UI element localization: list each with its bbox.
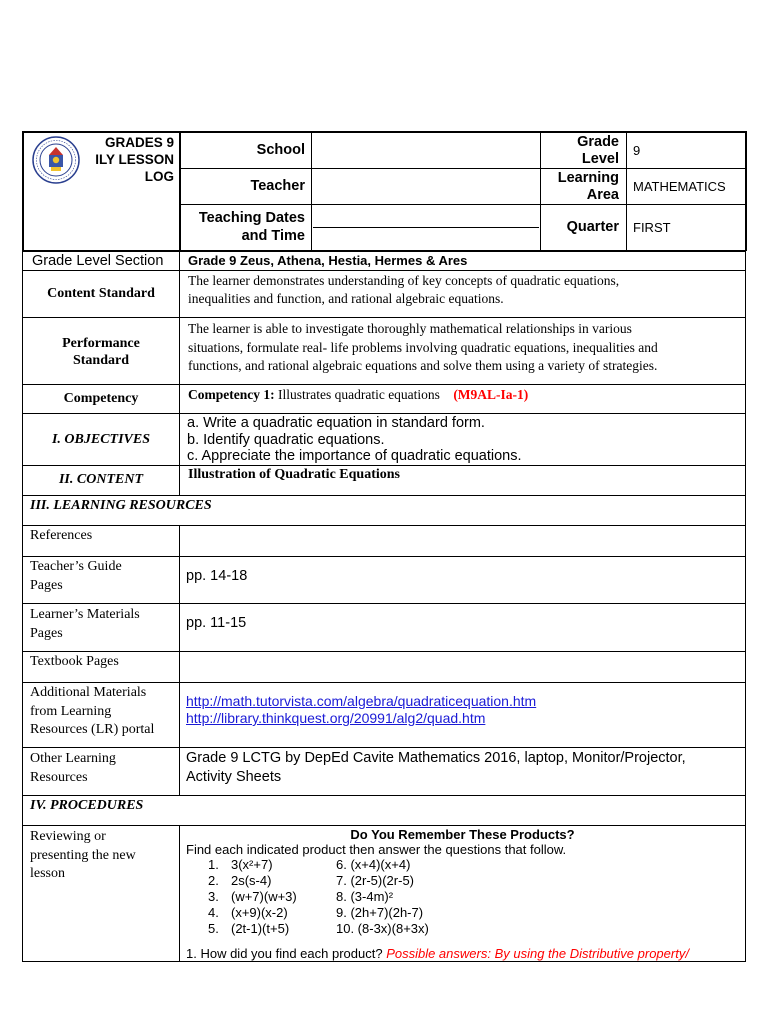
competency-text — [188, 387, 528, 403]
header-bottom — [22, 250, 746, 252]
row-line — [22, 556, 746, 557]
product-list — [186, 857, 606, 937]
grade-level-label-line: Level — [581, 151, 619, 167]
review-label-line: presenting the new — [30, 847, 136, 863]
content-standard-line: The learner demonstrates understanding of key concepts of quadratic equations, — [188, 273, 620, 288]
objective-item: b. Identify quadratic equations. — [187, 431, 385, 448]
performance-standard-label-line: Performance — [62, 336, 140, 351]
learning-resources-heading: III. LEARNING RESOURCES — [30, 498, 212, 513]
row-line — [22, 270, 746, 271]
header-divider-c — [540, 131, 541, 251]
textbook-pages-field[interactable] — [181, 653, 744, 681]
possible-answer: Possible answers: By using the Distributive property/ — [386, 946, 689, 961]
item-number: 4. — [208, 905, 219, 920]
school-label: School — [256, 142, 305, 158]
competency-code: (M9AL-Ia-1) — [453, 387, 529, 402]
item-number: 5. — [208, 921, 219, 936]
competency-prefix: Competency 1: — [188, 387, 275, 402]
header-row-line-2 — [179, 204, 746, 205]
item-number: 3. — [208, 889, 219, 904]
review-label-line: lesson — [30, 866, 65, 881]
learners-materials-pages: pp. 11-15 — [186, 615, 247, 631]
item-expression: 7. (2r-5)(2r-5) — [336, 873, 415, 888]
learners-materials-label-line: Learner’s Materials — [30, 607, 140, 622]
learning-area-value: MATHEMATICS — [633, 179, 726, 194]
additional-materials-label — [30, 684, 154, 740]
competency-description: Illustrates quadratic equations — [274, 387, 440, 402]
dll-title-line: GRADES 9 — [104, 135, 174, 150]
learners-materials-label — [30, 606, 140, 643]
quarter-label: Quarter — [566, 219, 619, 235]
content-standard-text — [188, 272, 740, 308]
performance-standard-line: situations, formulate real- life problems involving quadratic equations, inequalities and — [188, 339, 658, 355]
references-label: References — [30, 528, 93, 543]
objectives-label: I. OBJECTIVES — [51, 432, 151, 447]
table-border-left-top — [22, 131, 24, 251]
table-border-right — [745, 250, 746, 962]
quarter-value: FIRST — [633, 220, 671, 235]
other-resources-line: Activity Sheets — [186, 768, 282, 785]
teaching-dates-label — [182, 209, 305, 245]
row-line — [22, 413, 746, 414]
grade-level-value: 9 — [633, 143, 641, 158]
teachers-guide-pages: pp. 14-18 — [186, 568, 248, 584]
objective-item: a. Write a quadratic equation in standard form. — [187, 415, 485, 431]
activity-title: Do You Remember These Products? — [350, 827, 575, 842]
content-label: II. CONTENT — [58, 472, 143, 487]
row-line — [22, 795, 746, 796]
competency-label: Competency — [63, 391, 139, 406]
table-border-right-top — [745, 131, 747, 251]
textbook-pages-label: Textbook Pages — [30, 654, 119, 669]
item-expression: 8. (3-4m)² — [336, 889, 394, 904]
row-line — [22, 747, 746, 748]
item-number: 1. — [208, 857, 219, 872]
item-expression: 6. (x+4)(x+4) — [336, 857, 411, 872]
grade-level-section-value: Grade 9 Zeus, Athena, Hestia, Hermes & Ares — [188, 253, 468, 268]
header-divider-d — [626, 131, 627, 251]
row-line — [22, 525, 746, 526]
row-line — [22, 682, 746, 683]
review-label — [30, 828, 136, 884]
procedures-heading: IV. PROCEDURES — [30, 798, 144, 813]
deped-seal — [32, 136, 80, 184]
review-question — [186, 946, 742, 961]
other-resources-line: Grade 9 LCTG by DepEd Cavite Mathematics 2016, laptop, Monitor/Projector, — [186, 750, 686, 766]
review-label-line: Reviewing or — [30, 829, 106, 844]
question-text: 1. How did you find each product? — [186, 946, 387, 961]
grade-level-label — [543, 134, 619, 168]
row-line — [22, 651, 746, 652]
teachers-guide-label-line: Teacher’s Guide — [30, 559, 122, 574]
row-line — [22, 317, 746, 318]
col-divider-2 — [179, 526, 180, 796]
learners-materials-label-line: Pages — [30, 625, 63, 641]
item-expression: 2s(s-4) — [231, 873, 272, 888]
col-divider-1 — [179, 250, 180, 496]
activity-instruction: Find each indicated product then answer the questions that follow. — [186, 842, 567, 857]
item-expression: (2t-1)(t+5) — [231, 921, 290, 936]
header-divider-b — [311, 131, 312, 251]
grade-level-section-label: Grade Level Section — [32, 253, 164, 269]
performance-standard-line: The learner is able to investigate thoroughly mathematical relationships in various — [188, 321, 632, 336]
performance-standard-text — [188, 320, 743, 376]
teaching-dates-label-line: Teaching Dates — [198, 210, 305, 226]
performance-standard-label — [23, 335, 179, 369]
col-divider-3 — [179, 826, 180, 962]
item-expression: 9. (2h+7)(2h-7) — [336, 905, 424, 920]
other-resources-value — [186, 749, 686, 786]
school-field[interactable] — [313, 134, 539, 167]
learning-area-label — [543, 170, 619, 204]
item-expression: (x+9)(x-2) — [231, 905, 288, 920]
performance-standard-label-line: Standard — [72, 353, 130, 368]
row-line — [22, 495, 746, 496]
teachers-guide-label — [30, 558, 122, 595]
row-line — [22, 465, 746, 466]
other-resources-label-line: Other Learning — [30, 751, 116, 766]
resource-link[interactable]: http://library.thinkquest.org/20991/alg2/quad.htm — [186, 710, 486, 726]
header-row-line-1 — [179, 168, 746, 169]
references-field[interactable] — [181, 527, 744, 555]
content-standard-label: Content Standard — [47, 286, 155, 301]
dll-title-line: LOG — [144, 169, 174, 184]
table-border-bottom — [22, 961, 746, 962]
table-border-top — [22, 131, 746, 133]
row-line — [22, 603, 746, 604]
other-resources-label — [30, 750, 116, 787]
additional-materials-links — [186, 693, 536, 727]
teaching-dates-underline — [313, 227, 539, 228]
row-line — [22, 825, 746, 826]
item-number: 2. — [208, 873, 219, 888]
teaching-dates-field[interactable] — [313, 206, 539, 249]
dll-title — [80, 134, 174, 185]
content-standard-line: inequalities and function, and rational algebraic equations. — [188, 291, 504, 306]
other-resources-label-line: Resources — [30, 769, 88, 785]
teacher-label: Teacher — [250, 178, 305, 194]
item-expression: 10. (8-3x)(8+3x) — [336, 921, 429, 936]
item-expression: 3(x²+7) — [231, 857, 273, 872]
additional-materials-label-line: Additional Materials — [30, 685, 147, 700]
grade-level-label-line: Grade — [577, 134, 619, 150]
dll-title-line: ILY LESSON — [95, 152, 174, 167]
deped-seal-icon — [32, 136, 80, 184]
learning-area-label-line: Area — [586, 187, 619, 203]
teaching-dates-label-line: and Time — [241, 228, 305, 244]
header-divider-a — [179, 131, 181, 251]
performance-standard-line: functions, and rational algebraic equations and solve them using a variety of strategies. — [188, 358, 658, 373]
objectives-list — [187, 415, 522, 465]
item-expression: (w+7)(w+3) — [231, 889, 297, 904]
row-line — [22, 384, 746, 385]
learning-area-label-line: Learning — [557, 170, 619, 186]
resource-link[interactable]: http://math.tutorvista.com/algebra/quadraticequation.htm — [186, 693, 537, 709]
objective-item: c. Appreciate the importance of quadratic equations. — [187, 448, 522, 464]
teachers-guide-label-line: Pages — [30, 577, 63, 593]
teacher-field[interactable] — [313, 170, 539, 203]
additional-materials-label-line: Resources (LR) portal — [30, 722, 155, 737]
additional-materials-label-line: from Learning — [30, 703, 112, 719]
content-value: Illustration of Quadratic Equations — [188, 467, 400, 482]
